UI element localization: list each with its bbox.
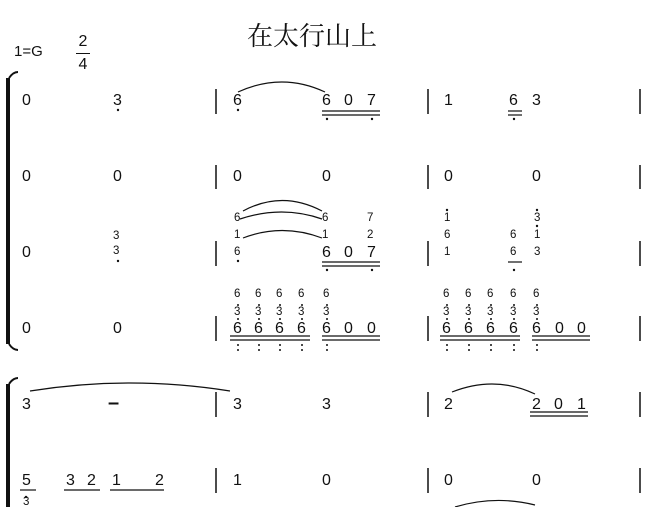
note: 3 — [113, 245, 120, 257]
note: 1 — [444, 92, 453, 109]
chord-note: 6 — [323, 288, 330, 300]
chord-note: 6 — [297, 320, 306, 337]
note: 0 — [577, 320, 586, 337]
chord-note: 6 — [532, 320, 541, 337]
note: 6 — [234, 212, 241, 224]
note: 2 — [532, 396, 541, 413]
system-bracket — [8, 378, 18, 507]
note: 6 — [510, 246, 517, 258]
chord-note: 6 — [510, 288, 517, 300]
note: 0 — [113, 168, 122, 185]
chord-note: 3 — [255, 306, 262, 318]
note: 7 — [367, 244, 376, 261]
note: 1 — [234, 229, 241, 241]
note: 6 — [322, 212, 329, 224]
note: 3 — [233, 396, 242, 413]
chord-note: 6 — [255, 288, 262, 300]
chord-note: 3 — [487, 306, 494, 318]
note: 6 — [234, 246, 241, 258]
chord-note: 6 — [533, 288, 540, 300]
note: 6 — [510, 229, 517, 241]
note: 5 — [22, 472, 31, 489]
chord-note: 6 — [275, 320, 284, 337]
time-signature-top: 2 — [78, 33, 88, 50]
system-bracket — [8, 72, 18, 350]
note: 1 — [444, 212, 451, 224]
note: 3 — [322, 396, 331, 413]
note: 6 — [233, 92, 242, 109]
note: 0 — [532, 472, 541, 489]
chord-note: 3 — [234, 306, 241, 318]
note: 0 — [233, 168, 242, 185]
chord-note: 3 — [443, 306, 450, 318]
note: 3 — [113, 92, 122, 109]
note: 7 — [367, 92, 376, 109]
chord-note: 6 — [486, 320, 495, 337]
chord-note: 3 — [510, 306, 517, 318]
note: 0 — [555, 320, 564, 337]
note: 3 — [534, 212, 541, 224]
note: 1 — [534, 229, 541, 241]
page-title: 在太行山上 — [247, 22, 378, 52]
note: 6 — [444, 229, 451, 241]
note: 7 — [367, 212, 374, 224]
note: 3 — [22, 396, 31, 413]
dash: – — [108, 392, 120, 414]
time-signature-bottom: 4 — [78, 56, 88, 73]
note: 0 — [113, 320, 122, 337]
chord-note: 6 — [465, 288, 472, 300]
note: 0 — [344, 320, 353, 337]
note: 0 — [322, 168, 331, 185]
note: 0 — [532, 168, 541, 185]
note: 3 — [66, 472, 75, 489]
note: 1 — [233, 472, 242, 489]
note: 1 — [577, 396, 586, 413]
note: 6 — [322, 244, 331, 261]
note: 6 — [322, 92, 331, 109]
note: 0 — [322, 472, 331, 489]
note: 0 — [344, 92, 353, 109]
note: 0 — [22, 168, 31, 185]
note: 3 — [532, 92, 541, 109]
note: 2 — [87, 472, 96, 489]
chord-note: 3 — [533, 306, 540, 318]
note: 0 — [22, 92, 31, 109]
chord-note: 6 — [233, 320, 242, 337]
note: 1 — [444, 246, 451, 258]
chord-note: 6 — [464, 320, 473, 337]
chord-note: 6 — [443, 288, 450, 300]
chord-note: 3 — [465, 306, 472, 318]
note: 0 — [444, 472, 453, 489]
chord-note: 6 — [234, 288, 241, 300]
key-signature: 1=G — [14, 43, 43, 60]
note: 2 — [367, 229, 374, 241]
note: 3 — [23, 496, 30, 508]
note: 0 — [22, 320, 31, 337]
note: 1 — [322, 229, 329, 241]
note: 3 — [534, 246, 541, 258]
chord-note: 6 — [322, 320, 331, 337]
note: 6 — [509, 92, 518, 109]
chord-note: 3 — [323, 306, 330, 318]
note: 1 — [112, 472, 121, 489]
chord-note: 6 — [254, 320, 263, 337]
note: 0 — [554, 396, 563, 413]
note: 3 — [113, 230, 120, 242]
note: 0 — [444, 168, 453, 185]
note: 0 — [367, 320, 376, 337]
note: 0 — [22, 244, 31, 261]
chord-note: 3 — [298, 306, 305, 318]
chord-note: 6 — [509, 320, 518, 337]
note: 2 — [444, 396, 453, 413]
chord-note: 6 — [298, 288, 305, 300]
note: 2 — [155, 472, 164, 489]
chord-note: 6 — [442, 320, 451, 337]
chord-note: 3 — [276, 306, 283, 318]
chord-note: 6 — [487, 288, 494, 300]
chord-note: 6 — [276, 288, 283, 300]
note: 0 — [344, 244, 353, 261]
